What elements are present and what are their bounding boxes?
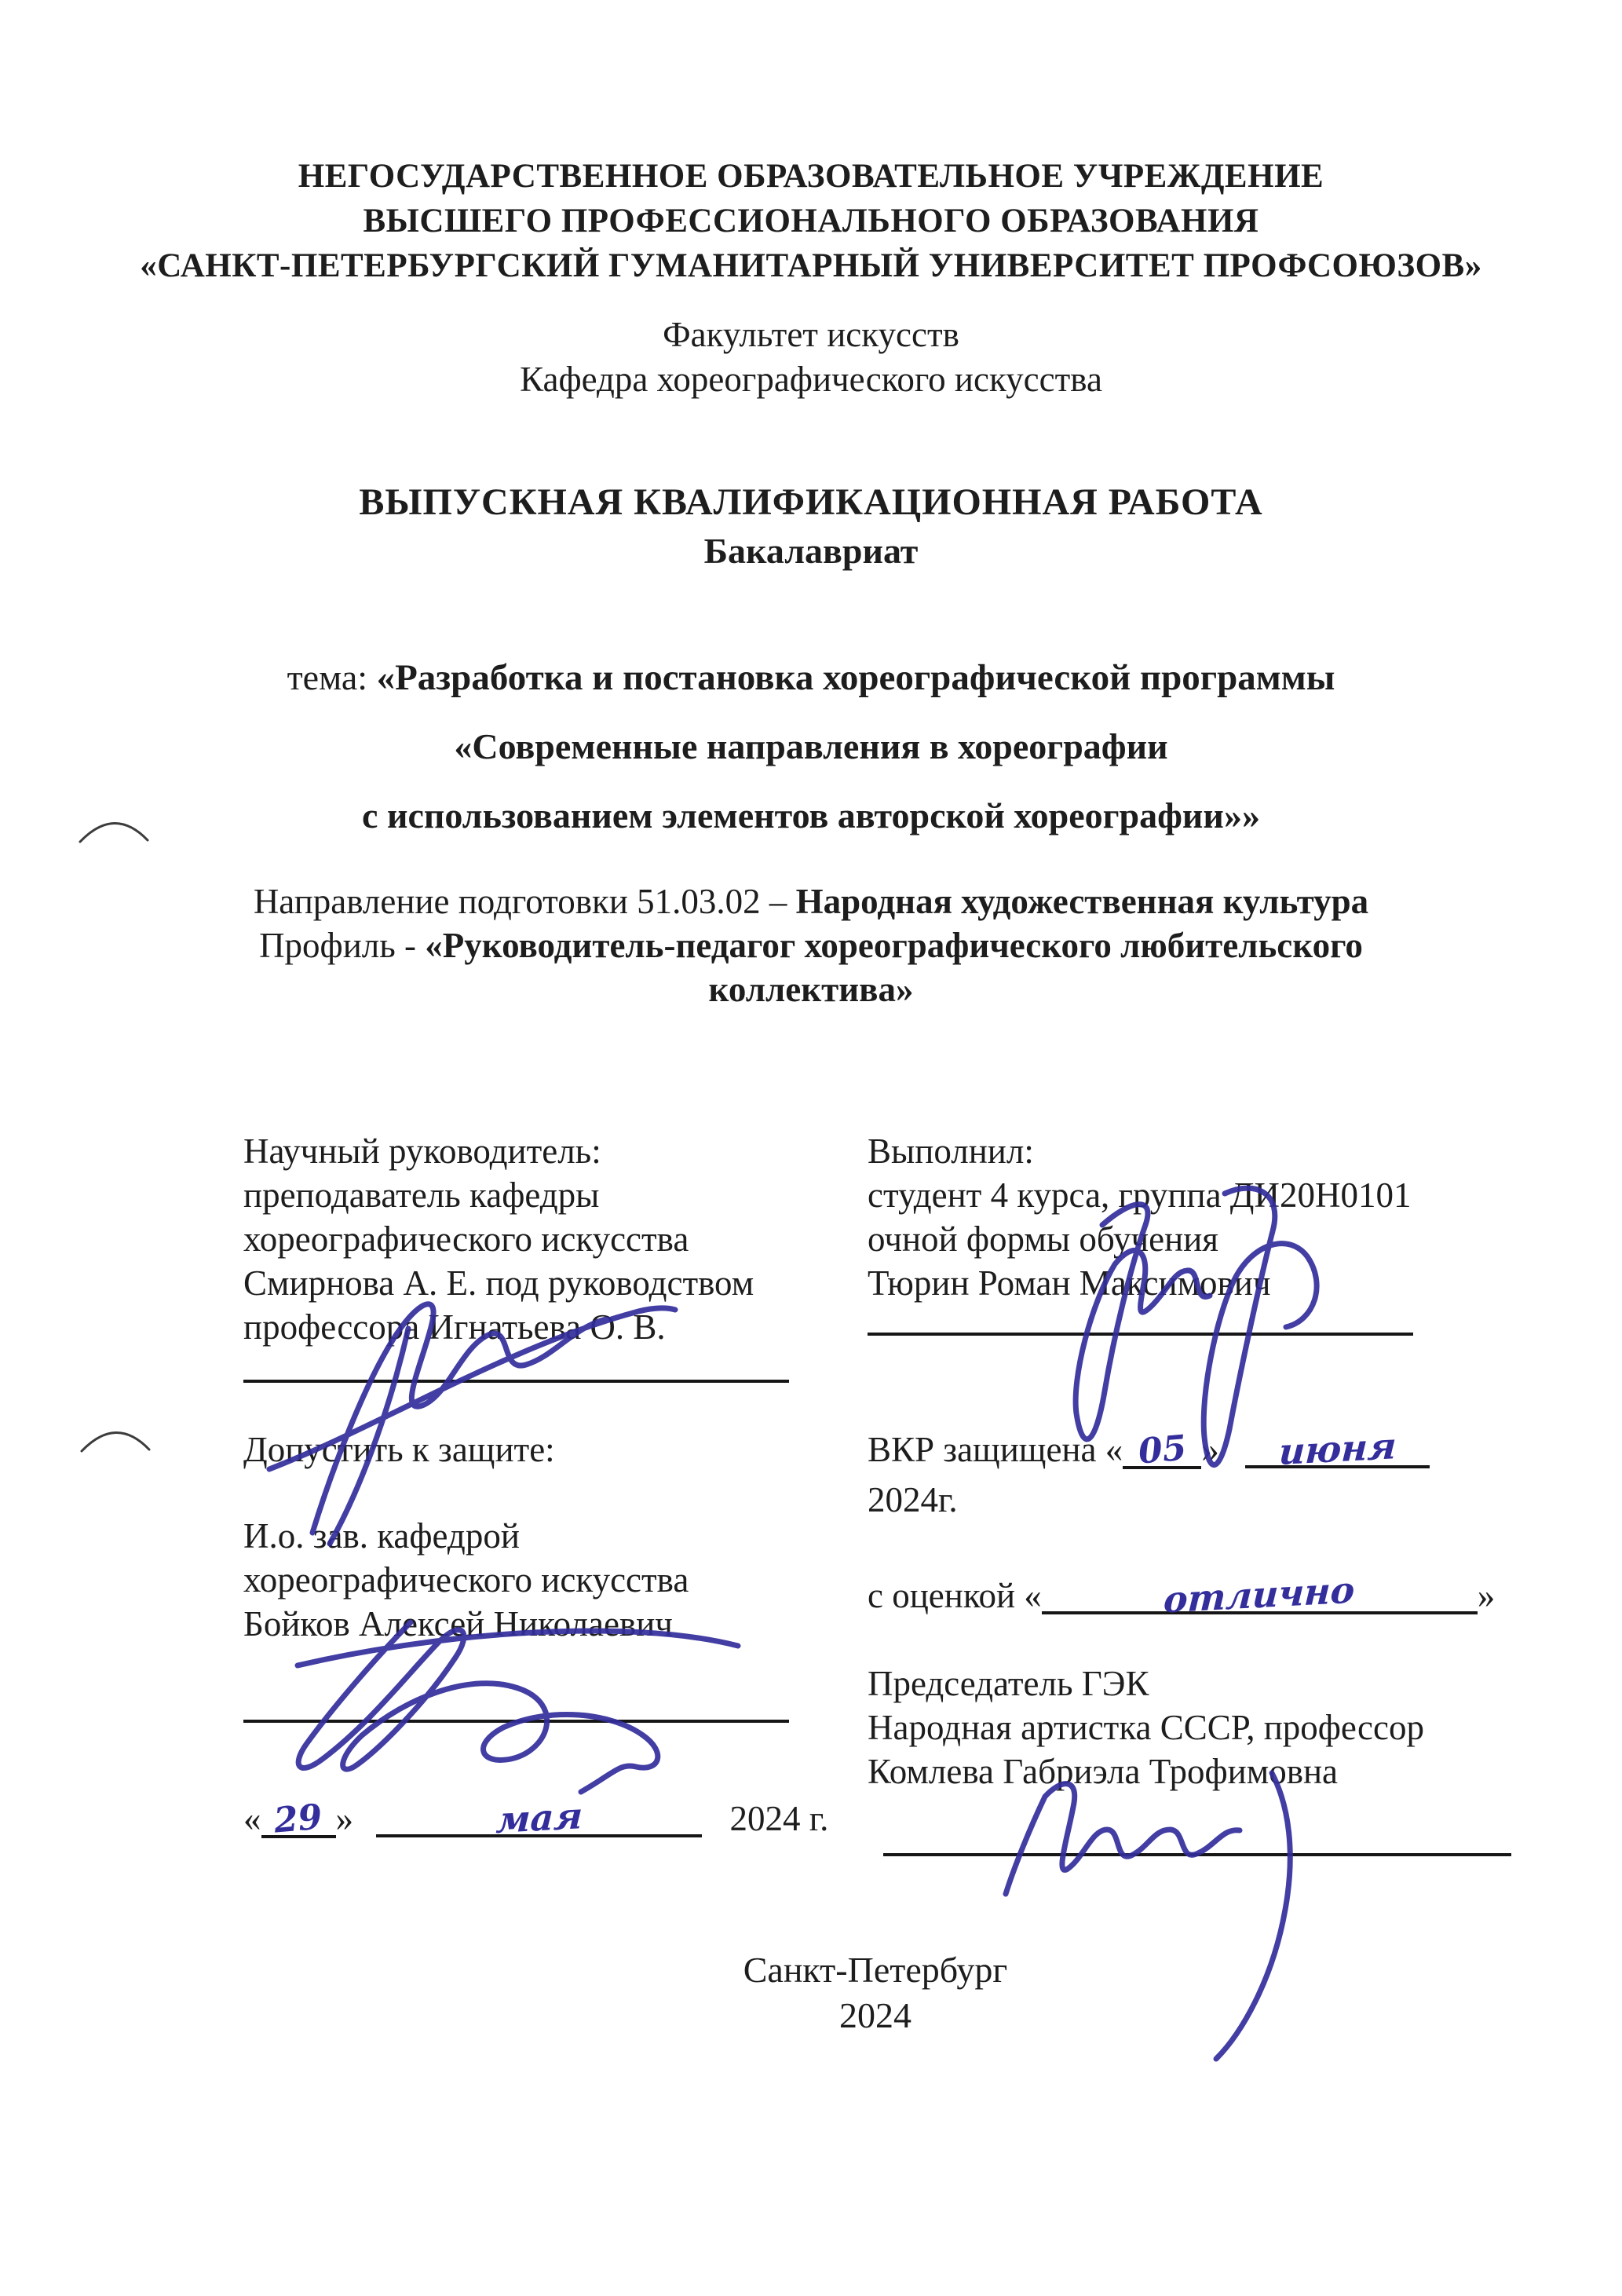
- author-line: очной формы обучения: [868, 1219, 1218, 1259]
- author-line: студент 4 курса, группа ДИ20Н0101: [868, 1175, 1412, 1215]
- university-header: [0, 154, 1622, 288]
- author-signature-line: [868, 1333, 1413, 1336]
- defense-month-value: июня: [1277, 1424, 1397, 1474]
- supervisor-heading: Научный руководитель:: [243, 1132, 601, 1171]
- theme-label: тема:: [287, 657, 377, 697]
- university-name-line3: «САНКТ-ПЕТЕРБУРГСКИЙ ГУМАНИТАРНЫЙ УНИВЕРСИТЕТ ПРОФСОЮЗОВ»: [140, 247, 1482, 284]
- chairman-signature-line: [883, 1853, 1511, 1856]
- degree-level: Бакалавриат: [703, 531, 919, 571]
- profile-line2: коллектива»: [708, 970, 914, 1009]
- profile-label: Профиль -: [259, 926, 426, 965]
- supervisor-line: преподаватель кафедры: [243, 1175, 600, 1215]
- supervisor-signature-line: [243, 1380, 789, 1383]
- supervisor-line: профессора Игнатьева О. В.: [243, 1307, 666, 1347]
- author-line: Тюрин Роман Максимович: [868, 1263, 1271, 1303]
- supervisor-line: Смирнова А. Е. под руководством: [243, 1263, 754, 1303]
- defense-day-field: [1123, 1428, 1201, 1472]
- punch-arc-mark-bottom: [82, 1432, 149, 1451]
- department-name: Кафедра хореографического искусства: [520, 360, 1102, 399]
- chairman-line2: Народная артистка СССР, профессор: [868, 1708, 1424, 1747]
- theme-line3: с использованием элементов авторской хореографии»»: [362, 795, 1260, 835]
- theme-title-part1: «Разработка и постановка хореографической программы: [376, 657, 1335, 698]
- work-type-title: ВЫПУСКНАЯ КВАЛИФИКАЦИОННАЯ РАБОТА: [359, 481, 1263, 523]
- defense-month-field: [1245, 1424, 1430, 1474]
- admission-quote-close: »: [335, 1799, 353, 1838]
- footer-year: 2024: [839, 1995, 911, 2035]
- author-heading: Выполнил:: [868, 1132, 1034, 1171]
- admission-month-field: [376, 1794, 702, 1841]
- admission-line: хореографического искусства: [243, 1560, 689, 1600]
- admission-day-field: [261, 1797, 336, 1841]
- defense-date-row: [868, 1424, 1574, 1474]
- grade-label: с оценкой «: [868, 1576, 1042, 1615]
- faculty-block: [0, 313, 1622, 402]
- theme-line2: «Современные направления в хореографии: [454, 726, 1168, 766]
- footer-city: Санкт-Петербург: [743, 1950, 1008, 1990]
- admission-month-value: мая: [495, 1794, 584, 1841]
- grade-value: отлично: [1163, 1568, 1357, 1621]
- supervisor-line: хореографического искусства: [243, 1219, 689, 1259]
- defense-prefix: ВКР защищена «: [868, 1430, 1123, 1469]
- defense-suffix: »: [1201, 1430, 1219, 1469]
- admission-signature-line: [243, 1720, 789, 1723]
- profile-line1: [0, 923, 1622, 968]
- chairman-name: Комлева Габриэла Трофимовна: [868, 1752, 1339, 1791]
- admission-quote-open: «: [243, 1799, 261, 1838]
- direction-label: Направление подготовки 51.03.02 –: [253, 882, 796, 921]
- defense-year: 2024г.: [868, 1480, 958, 1519]
- theme-line1: [0, 656, 1622, 699]
- university-name-line2: ВЫСШЕГО ПРОФЕССИОНАЛЬНОГО ОБРАЗОВАНИЯ: [363, 203, 1259, 239]
- admission-line: Бойков Алексей Николаевич: [243, 1604, 673, 1643]
- grade-row: [868, 1568, 1574, 1621]
- grade-quote-close: »: [1477, 1576, 1496, 1615]
- admission-line: И.о. зав. кафедрой: [243, 1516, 520, 1556]
- admission-date-row: [243, 1794, 864, 1841]
- work-type-block: [0, 481, 1622, 572]
- profile-value-line1: «Руководитель-педагог хореографического любительского: [425, 926, 1363, 965]
- admission-day-value: 29: [272, 1797, 324, 1841]
- admission-heading: Допустить к защите:: [243, 1430, 555, 1469]
- direction-value: Народная художественная культура: [795, 882, 1369, 921]
- admission-year: 2024 г.: [729, 1799, 829, 1838]
- grade-field: [1042, 1568, 1478, 1621]
- defense-day-value: 05: [1136, 1428, 1188, 1472]
- faculty-name: Факультет искусств: [663, 315, 959, 354]
- direction-line: [0, 879, 1622, 924]
- chairman-title: Председатель ГЭК: [868, 1664, 1149, 1703]
- university-name-line1: НЕГОСУДАРСТВЕННОЕ ОБРАЗОВАТЕЛЬНОЕ УЧРЕЖДЕНИЕ: [298, 158, 1324, 195]
- admission-signature: [298, 1622, 738, 1792]
